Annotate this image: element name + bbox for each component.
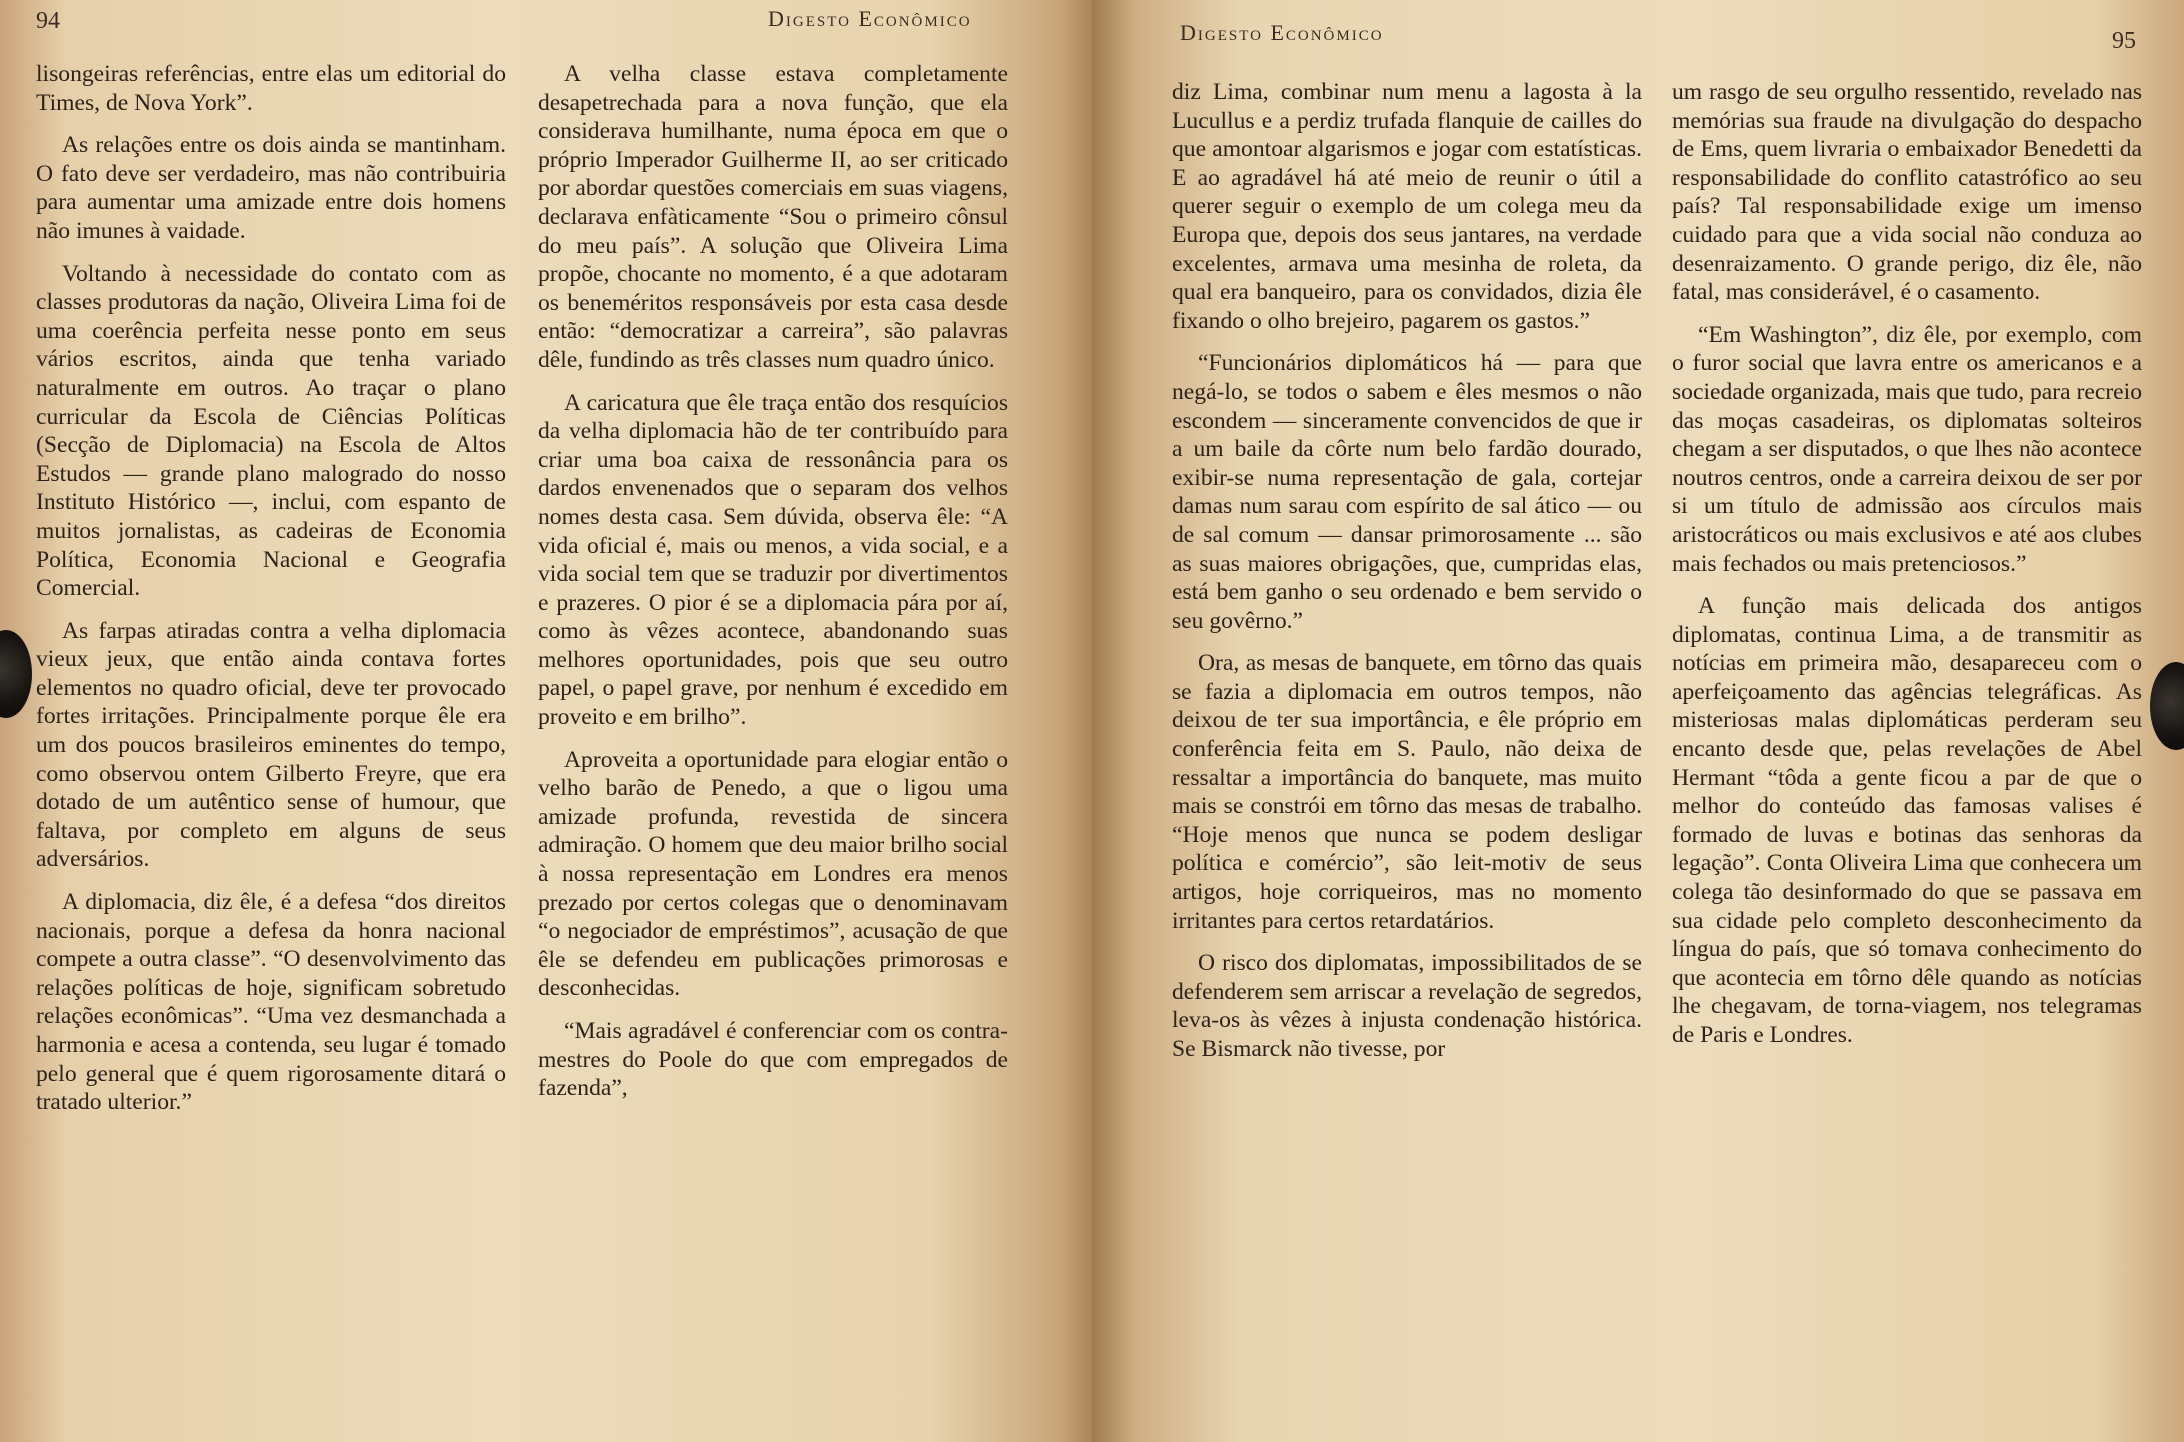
paragraph: A diplomacia, diz êle, é a defesa “dos direitos nacionais, porque a defesa da honra nacional compete a outra classe”. “O desenvolvimento das relações políticas de hoje, significam sobretudo relações econômicas”. “Uma vez desmanchada a harmonia e acesa a contenda, seu lugar é tomado pelo general que é quem rigorosamente ditará o tratado ulterior.” <box>36 889 506 1116</box>
binding-hole <box>2150 662 2184 750</box>
paragraph: “Mais agradável é conferenciar com os contra-mestres do Poole do que com empregados de fazenda”, <box>538 1018 1008 1102</box>
paragraph: Voltando à necessidade do contato com as classes produtoras da nação, Oliveira Lima foi de uma coerência perfeita nesse ponto em seus vários escritos, ainda que tenha variado naturalmente em outros. Ao traçar o plano curricular da Escola de Ciências Políticas (Secção de Diplomacia) na Escola de Altos Estudos — grande plano malogrado do nosso Instituto Histórico —, inclui, com espanto de muitos jornalistas, as cadeiras de Economia Política, Economia Nacional e Geografia Comercial. <box>36 260 506 602</box>
text-column-2 <box>1672 78 2142 1064</box>
paragraph: A velha classe estava completamente desapetrechada para a nova função, que ela considerava humilhante, numa época em que o próprio Imperador Guilherme II, ao ser criticado por abordar questões comerciais em suas viagens, declarava enfàticamente “Sou o primeiro cônsul do meu país”. A solução que Oliveira Lima propõe, chocante no momento, é a que adotaram os beneméritos responsáveis por esta casa desde então: “democratizar a carreira”, são palavras dêle, fundindo as três classes num quadro único. <box>538 61 1008 373</box>
paragraph: “Funcionários diplomáticos há — para que negá-lo, se todos o sabem e êles mesmos o não escondem — sinceramente convencidos de que ir a um baile da côrte num belo fardão dourado, exibir-se numa representação de gala, cortejar damas num sarau com espírito de sal ático — ou de sal comum — dansar primorosamente ... são as suas maiores obrigações, que, cumpridas elas, está bem ganho o seu ordenado e bem servido o seu govêrno.” <box>1172 350 1642 634</box>
running-head: Digesto Econômico <box>768 6 972 31</box>
paragraph: O risco dos diplomatas, impossibilitados de se defenderem sem arriscar a revelação de segredos, leva-os às vêzes à injusta condenação histórica. Se Bismarck não tivesse, por <box>1172 950 1642 1062</box>
paragraph: Ora, as mesas de banquete, em tôrno das quais se fazia a diplomacia em outros tempos, não deixou de ter sua importância, e êle próprio em conferência feita em S. Paulo, não deixa de ressaltar a importância do banquete, mas muito mais se constrói em tôrno das mesas de trabalho. “Hoje menos que nunca se podem desligar política e comércio”, são leit-motiv de seus artigos, hoje corriqueiros, mas no momento irritantes para certos retardatários. <box>1172 650 1642 934</box>
paragraph: As farpas atiradas contra a velha diplomacia vieux jeux, que então ainda contava fortes elementos no quadro oficial, deve ter provocado fortes irritações. Principalmente porque êle era um dos poucos brasileiros eminentes do tempo, como observou ontem Gilberto Freyre, que era dotado de um autêntico sense of humour, que faltava, por completo em alguns de seus adversários. <box>36 617 506 873</box>
binding-hole <box>0 630 32 718</box>
text-column-1 <box>36 60 506 1131</box>
paragraph: lisongeiras referências, entre elas um editorial do Times, de Nova York”. <box>36 61 506 116</box>
paragraph: As relações entre os dois ainda se mantinham. O fato deve ser verdadeiro, mas não contribuiria para aumentar uma amizade entre dois homens não imunes à vaidade. <box>36 132 506 244</box>
paragraph: A função mais delicada dos antigos diplomatas, continua Lima, a de transmitir as notícias em primeira mão, desapareceu com o aperfeiçoamento das agências telegráficas. As misteriosas malas diplomáticas perderam seu encanto desde que, pelas revelações de Abel Hermant “tôda a gente ficou a par de que o melhor do conteúdo das famosas valises é formado de luvas e botinas das senhoras da legação”. Conta Oliveira Lima que conhecera um colega tão desinformado do que se passava em sua cidade pelo completo desconhecimento da língua do país, que só tomava conhecimento do que acontecia em tôrno dêle quando as notícias lhe chegavam, de torna-viagem, nos telegramas de Paris e Londres. <box>1672 593 2142 1048</box>
paragraph: A caricatura que êle traça então dos resquícios da velha diplomacia hão de ter contribuído para criar uma boa caixa de ressonância para os dardos envenenados que o separam dos velhos nomes desta casa. Sem dúvida, observa êle: “A vida oficial é, mais ou menos, a vida social, e a vida social tem que se traduzir por divertimentos e prazeres. O pior é se a diplomacia pára por aí, como às vêzes acontece, abandonando suas melhores oportunidades, pois que seu outro papel, o papel grave, por nenhum é excedido em proveito e em brilho”. <box>538 389 1008 731</box>
page-number: 95 <box>2112 28 2136 54</box>
paragraph: Aproveita a oportunidade para elogiar então o velho barão de Penedo, a que o ligou uma amizade profunda, revestida de sincera admiração. O homem que deu maior brilho social à nossa representação em Londres era menos prezado por certos colegas que o denominavam “o negociador de empréstimos”, acusação de que êle se defendeu em publicações primorosas e desconhecidas. <box>538 746 1008 1002</box>
right-page <box>1092 0 2184 1442</box>
paragraph: diz Lima, combinar num menu a lagosta à la Lucullus e a perdiz trufada flanquie de cailles do que amontoar algarismos e jogar com estatísticas. E ao agradável há até meio de reunir o útil a querer seguir o exemplo de um colega meu da Europa que, depois dos seus jantares, na verdade excelentes, armava uma mesinha de roleta, da qual era banqueiro, para os convidados, dizia êle fixando o olho brejeiro, pagarem os gastos.” <box>1172 79 1642 334</box>
page-number: 94 <box>36 8 60 34</box>
paragraph: “Em Washington”, diz êle, por exemplo, com o furor social que lavra entre os americanos e a sociedade organizada, mais que tudo, para recreio das moças casadeiras, os diplomatas solteiros chegam a ser disputados, o que lhes não acontece noutros centros, onde a carreira deixou de ser por si um título de admissão aos círculos mais aristocráticos ou mais exclusivos e até aos clubes mais fechados ou mais pretenciosos.” <box>1672 321 2142 577</box>
paragraph: um rasgo de seu orgulho ressentido, revelado nas memórias sua fraude na divulgação do despacho de Ems, quem livraria o embaixador Benedetti da responsabilidade do conflito catastrófico ao seu país? Tal responsabilidade exige um imenso cuidado para que a vida social não conduza ao desenraizamento. O grande perigo, diz êle, não fatal, mas considerável, é o casamento. <box>1672 79 2142 306</box>
running-head: Digesto Econômico <box>1180 20 1384 45</box>
text-column-1 <box>1172 78 1642 1078</box>
text-column-2 <box>538 60 1008 1117</box>
